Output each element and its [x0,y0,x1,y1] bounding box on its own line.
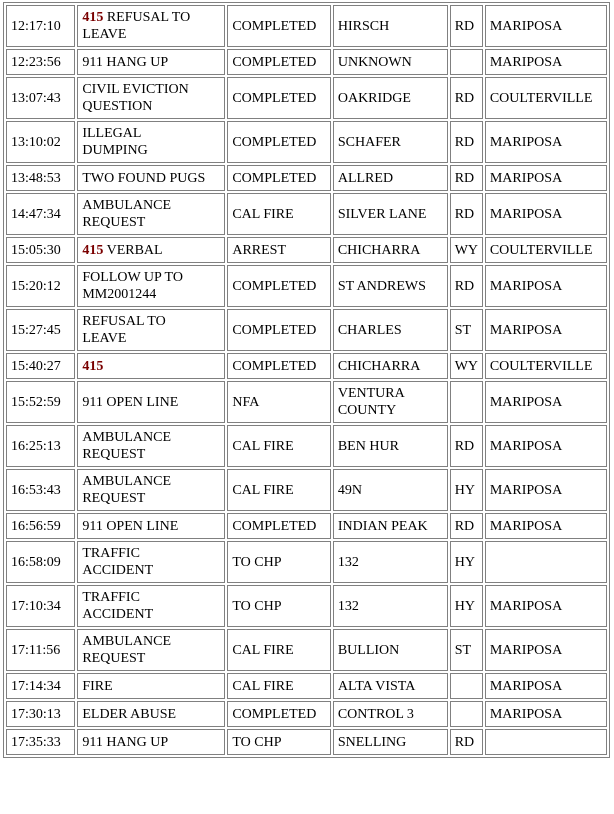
call-street-suffix-text: HY [454,554,475,570]
call-street-suffix-text: ST [454,642,472,658]
call-street-text: CHARLES [337,322,402,338]
call-street-text: CONTROL 3 [337,706,414,722]
call-status [227,701,331,727]
call-status-text: TO CHP [232,598,282,614]
call-time [6,673,75,699]
call-time-text: 15:40:27 [11,358,61,374]
call-city-text: MARIPOSA [489,642,563,658]
call-type [77,237,225,263]
table-row [6,49,607,75]
call-city [485,77,607,119]
call-street [333,729,448,755]
call-city [485,265,607,307]
call-street [333,309,448,351]
call-street-suffix [450,425,483,467]
call-street-suffix [450,77,483,119]
call-city-text: MARIPOSA [489,438,563,454]
table-row [6,121,607,163]
call-street-suffix [450,265,483,307]
call-time [6,381,75,423]
call-street-suffix-text: ST [454,322,472,338]
call-street [333,193,448,235]
call-street [333,513,448,539]
call-type [77,585,225,627]
call-status-text: COMPLETED [232,358,317,374]
call-type-text: 911 OPEN LINE [82,394,179,410]
call-status-text: COMPLETED [232,706,317,722]
call-status-text: COMPLETED [232,278,317,294]
call-street [333,265,448,307]
call-status [227,77,331,119]
call-time [6,5,75,47]
call-status [227,165,331,191]
call-time [6,469,75,511]
call-street [333,701,448,727]
call-status [227,5,331,47]
call-street-text: SCHAFER [337,134,401,150]
call-type-text: REFUSAL TO LEAVE [82,314,166,346]
call-time-text: 16:25:13 [11,438,61,454]
call-type [77,309,225,351]
call-time [6,425,75,467]
call-street-suffix [450,381,483,423]
call-status-text: COMPLETED [232,54,317,70]
call-time [6,629,75,671]
call-street-text: ST ANDREWS [337,278,426,294]
call-time-text: 14:47:34 [11,206,61,222]
table-row [6,309,607,351]
call-type [77,77,225,119]
call-log-body [6,5,607,755]
call-street-suffix-text: RD [454,170,475,186]
call-type [77,629,225,671]
call-type-text: VERBAL [106,242,163,258]
call-street [333,353,448,379]
call-city [485,701,607,727]
call-type [77,193,225,235]
call-city-text: MARIPOSA [489,482,563,498]
table-row [6,629,607,671]
call-street-text: SNELLING [337,734,407,750]
call-status [227,629,331,671]
call-time-text: 17:30:13 [11,706,61,722]
call-code: 415 [82,10,104,25]
call-status [227,541,331,583]
call-status-text: CAL FIRE [232,482,294,498]
call-time-text: 17:11:56 [11,642,61,658]
call-city-text: MARIPOSA [489,18,563,34]
call-city [485,121,607,163]
call-time-text: 12:23:56 [11,54,61,70]
call-street-text: CHICHARRA [337,358,421,374]
call-status-text: CAL FIRE [232,206,294,222]
call-type [77,673,225,699]
call-time-text: 17:10:34 [11,598,61,614]
call-city [485,309,607,351]
call-status-text: ARREST [232,242,287,258]
call-type [77,353,225,379]
call-status-text: NFA [232,394,260,410]
call-street-suffix [450,237,483,263]
call-city [485,673,607,699]
call-city [485,729,607,755]
call-time-text: 17:14:34 [11,678,61,694]
call-street-suffix [450,353,483,379]
call-street-suffix [450,469,483,511]
call-type-text: FOLLOW UP TO MM2001244 [82,270,183,302]
call-city [485,5,607,47]
call-time-text: 13:07:43 [11,90,61,106]
call-time [6,729,75,755]
call-city-text: MARIPOSA [489,322,563,338]
call-type [77,469,225,511]
call-street-text: SILVER LANE [337,206,427,222]
call-city [485,193,607,235]
call-time [6,513,75,539]
call-status [227,193,331,235]
call-street-suffix [450,309,483,351]
call-city-text: COULTERVILLE [489,358,593,374]
call-street-suffix-text: WY [454,242,479,258]
call-time [6,77,75,119]
call-time-text: 13:10:02 [11,134,61,150]
call-type [77,121,225,163]
call-city [485,381,607,423]
call-city [485,353,607,379]
call-street-suffix [450,49,483,75]
call-type [77,265,225,307]
call-city [485,165,607,191]
call-city-text: MARIPOSA [489,706,563,722]
call-status-text: COMPLETED [232,134,317,150]
call-street-text: 132 [337,554,359,570]
call-street-text: VENTURA COUNTY [337,386,405,418]
call-city-text: MARIPOSA [489,134,563,150]
call-city-text: MARIPOSA [489,598,563,614]
call-status-text: COMPLETED [232,170,317,186]
call-street-suffix [450,585,483,627]
call-time [6,49,75,75]
call-street-suffix-text: WY [454,358,479,374]
call-city [485,629,607,671]
call-time [6,121,75,163]
call-street [333,541,448,583]
call-type-text: 911 OPEN LINE [82,518,179,534]
call-city-text: COULTERVILLE [489,90,593,106]
call-type [77,381,225,423]
call-code: 415 [82,358,104,374]
call-type [77,49,225,75]
call-street-suffix [450,541,483,583]
call-city [485,469,607,511]
call-street [333,165,448,191]
call-code: 415 [82,242,104,258]
call-time-text: 15:05:30 [11,242,61,258]
call-status-text: CAL FIRE [232,678,294,694]
table-row [6,5,607,47]
call-street [333,585,448,627]
call-street-suffix [450,165,483,191]
call-time-text: 12:17:10 [11,18,61,34]
call-time [6,165,75,191]
call-type-text: CIVIL EVICTION QUESTION [82,82,189,114]
call-street-suffix-text: RD [454,734,475,750]
call-street [333,5,448,47]
call-status-text: COMPLETED [232,90,317,106]
call-type [77,701,225,727]
call-status [227,121,331,163]
call-time [6,585,75,627]
table-row [6,673,607,699]
call-type [77,513,225,539]
call-city-text: MARIPOSA [489,278,563,294]
call-type-text: 911 HANG UP [82,734,169,750]
call-street-suffix [450,121,483,163]
call-type-text: 911 HANG UP [82,54,169,70]
call-street-suffix-text: HY [454,598,475,614]
call-street-text: 132 [337,598,359,614]
call-city-text: MARIPOSA [489,206,563,222]
call-street-text: 49N [337,482,362,498]
call-street-suffix-text: RD [454,518,475,534]
table-row [6,77,607,119]
call-type-text: TWO FOUND PUGS [82,170,206,186]
call-status-text: CAL FIRE [232,438,294,454]
call-street-suffix-text: RD [454,18,475,34]
call-street-suffix-text: RD [454,134,475,150]
call-type-text: ELDER ABUSE [82,706,177,722]
call-time [6,309,75,351]
call-status-text: CAL FIRE [232,642,294,658]
call-time [6,265,75,307]
call-street [333,673,448,699]
call-status [227,513,331,539]
call-street-suffix-text: RD [454,90,475,106]
call-street-text: OAKRIDGE [337,90,411,106]
call-type [77,541,225,583]
call-time-text: 17:35:33 [11,734,61,750]
call-status-text: COMPLETED [232,18,317,34]
call-city-text: MARIPOSA [489,394,563,410]
call-type-text: FIRE [82,678,113,694]
call-street-text: INDIAN PEAK [337,518,428,534]
call-street-suffix [450,629,483,671]
call-time [6,541,75,583]
call-status [227,585,331,627]
call-time-text: 15:27:45 [11,322,61,338]
call-street [333,425,448,467]
call-time [6,237,75,263]
call-street [333,237,448,263]
call-city [485,541,607,583]
call-city [485,49,607,75]
table-row [6,237,607,263]
table-row [6,541,607,583]
call-street [333,469,448,511]
call-status [227,673,331,699]
call-city-text: COULTERVILLE [489,242,593,258]
call-time-text: 15:52:59 [11,394,61,410]
call-type-text: AMBULANCE REQUEST [82,474,172,506]
table-row [6,729,607,755]
call-street-text: ALLRED [337,170,394,186]
call-street-suffix [450,673,483,699]
call-city-text: MARIPOSA [489,54,563,70]
call-status [227,425,331,467]
call-city-text: MARIPOSA [489,678,563,694]
call-type [77,165,225,191]
call-city [485,513,607,539]
call-status [227,729,331,755]
table-row [6,165,607,191]
table-row [6,585,607,627]
call-street-suffix-text: RD [454,438,475,454]
call-type-text: AMBULANCE REQUEST [82,430,172,462]
call-status [227,381,331,423]
call-type-text: TRAFFIC ACCIDENT [82,590,154,622]
call-type-text: TRAFFIC ACCIDENT [82,546,154,578]
call-street-text: CHICHARRA [337,242,421,258]
call-status [227,353,331,379]
call-status-text: COMPLETED [232,518,317,534]
call-status [227,309,331,351]
call-type [77,729,225,755]
call-status [227,237,331,263]
call-street-text: ALTA VISTA [337,678,416,694]
call-city [485,237,607,263]
call-time-text: 15:20:12 [11,278,61,294]
call-street [333,121,448,163]
call-street [333,629,448,671]
call-status [227,265,331,307]
call-street-suffix [450,729,483,755]
call-type-text: ILLEGAL DUMPING [82,126,148,158]
call-status [227,49,331,75]
call-status [227,469,331,511]
call-street [333,381,448,423]
table-row [6,513,607,539]
table-row [6,469,607,511]
call-status-text: TO CHP [232,734,282,750]
table-row [6,193,607,235]
call-street [333,49,448,75]
call-time [6,193,75,235]
call-street-suffix-text: HY [454,482,475,498]
call-city-text: MARIPOSA [489,170,563,186]
call-time [6,353,75,379]
call-log-table [3,2,610,758]
call-status-text: TO CHP [232,554,282,570]
call-type-text: AMBULANCE REQUEST [82,634,172,666]
call-street-text: UNKNOWN [337,54,412,70]
call-street-suffix-text: RD [454,206,475,222]
table-row [6,701,607,727]
call-city-text: MARIPOSA [489,518,563,534]
call-street-suffix [450,5,483,47]
call-street-text: BEN HUR [337,438,399,454]
call-city [485,585,607,627]
table-row [6,265,607,307]
call-type-text: AMBULANCE REQUEST [82,198,172,230]
call-type [77,425,225,467]
table-row [6,353,607,379]
table-row [6,425,607,467]
call-street-text: BULLION [337,642,400,658]
table-row [6,381,607,423]
call-time-text: 16:58:09 [11,554,61,570]
call-time-text: 16:53:43 [11,482,61,498]
call-street [333,77,448,119]
call-street-suffix [450,193,483,235]
call-street-suffix [450,701,483,727]
call-street-suffix [450,513,483,539]
call-street-suffix-text: RD [454,278,475,294]
call-time [6,701,75,727]
call-street-text: HIRSCH [337,18,390,34]
call-time-text: 13:48:53 [11,170,61,186]
call-time-text: 16:56:59 [11,518,61,534]
call-type-text: REFUSAL TO LEAVE [82,10,191,42]
call-status-text: COMPLETED [232,322,317,338]
call-city [485,425,607,467]
call-type [77,5,225,47]
